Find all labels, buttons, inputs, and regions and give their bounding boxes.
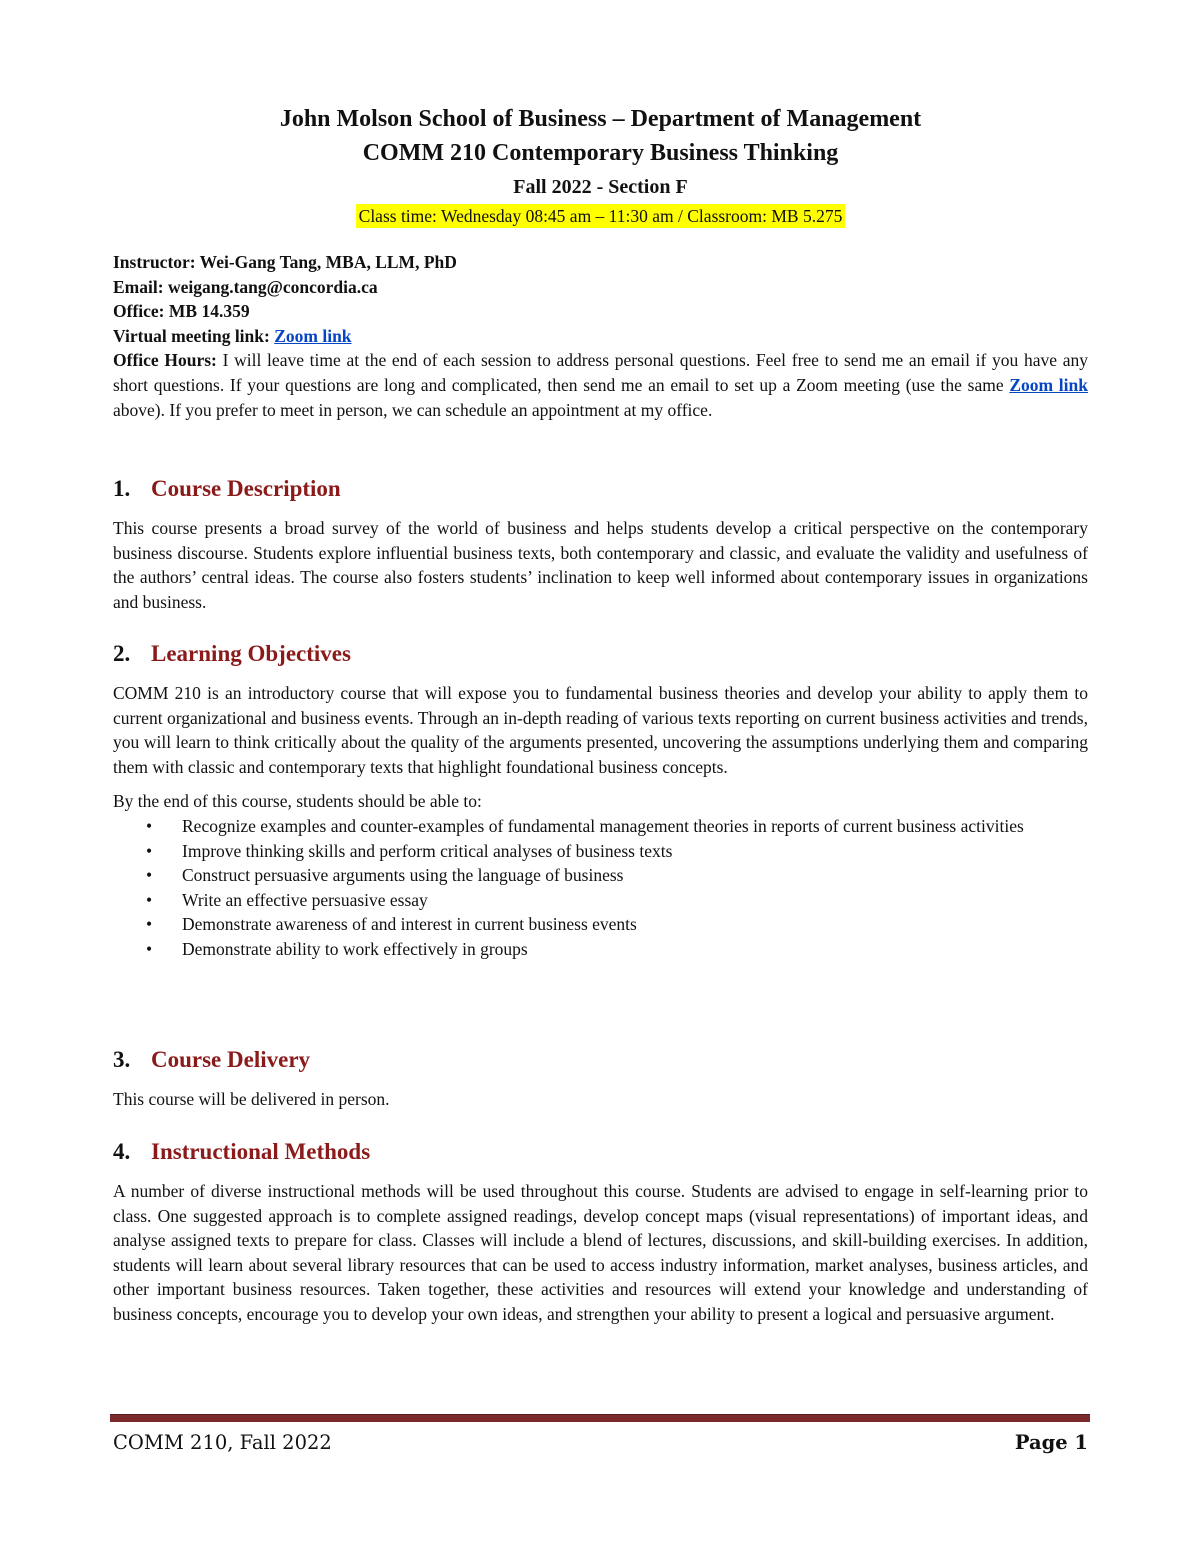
objectives-intro: By the end of this course, students should be able to: xyxy=(113,791,482,812)
section-heading: 2. Learning Objectives xyxy=(113,641,351,666)
term-section: Fall 2022 - Section F xyxy=(513,176,688,198)
section-heading: 1. Course Description xyxy=(113,476,341,501)
section-paragraph: A number of diverse instructional methods will be used throughout this course. Students are advised to engage in self-learning prior to class. One suggested approach is to complete assigned readings, develop concept maps (visual representations) of important ideas, and analyse assigned texts to prepare for class. Classes will include a blend of lectures, discussions, and skill-building exercises. In addition, students will learn about several library resources that can be used to access industry information, market analyses, business articles, and other important business resources. Taken together, these activities and resources will extend your knowledge and understanding of business concepts, encourage you to develop your own ideas, and strengthen your ability to present a logical and persuasive argument. xyxy=(113,1181,1088,1324)
list-item: • Demonstrate ability to work effectively in groups xyxy=(146,938,528,959)
document-header xyxy=(113,102,1088,228)
list-item: • Construct persuasive arguments using the language of business xyxy=(146,865,624,886)
virtual-meeting-line: Virtual meeting link: Zoom link xyxy=(113,325,352,346)
footer-rule xyxy=(110,1414,1090,1422)
section-heading: 3. Course Delivery xyxy=(113,1047,311,1072)
section-paragraph: COMM 210 is an introductory course that will expose you to fundamental business theories and develop your ability to apply them to current organizational and business events. Through an in-depth reading of various texts reporting on current business activities and trends, you will learn to think critically about the quality of the arguments presented, uncovering the assumptions underlying them and comparing them with classic and contemporary texts that highlight foundational business concepts. xyxy=(113,683,1088,777)
office-hours: Office Hours: I will leave time at the end of each session to address personal questions. Feel free to send me an email if you have any short questions. If your questions are long and complicated, then send me an email to set up a Zoom meeting (use the same Zoom link above). If you prefer to meet in person, we can schedule an appointment at my office. xyxy=(113,350,1089,420)
email-value: weigang.tang@concordia.ca xyxy=(167,276,378,297)
list-item: • Write an effective persuasive essay xyxy=(146,889,428,910)
list-item: • Recognize examples and counter-examples of fundamental management theories in reports of current business activities xyxy=(146,815,1024,836)
zoom-link[interactable]: Zoom link xyxy=(274,325,352,346)
footer-course: COMM 210, Fall 2022 xyxy=(113,1431,332,1454)
list-item: • Improve thinking skills and perform critical analyses of business texts xyxy=(146,840,673,861)
instructor-info xyxy=(113,250,1088,422)
class-time-highlight: Class time: Wednesday 08:45 am – 11:30 am / Classroom: MB 5.275 xyxy=(356,204,846,228)
instructor-line: Instructor: Wei-Gang Tang, MBA, LLM, PhD xyxy=(113,252,457,272)
section-instructional-methods xyxy=(113,1137,1088,1337)
office-line: Office: MB 14.359 xyxy=(113,301,250,322)
zoom-link-inline[interactable]: Zoom link xyxy=(1009,374,1088,395)
section-heading: 4. Instructional Methods xyxy=(113,1139,371,1164)
section-learning-objectives xyxy=(113,639,1088,962)
office-value: MB 14.359 xyxy=(168,301,250,322)
list-item: • Demonstrate awareness of and interest in current business events xyxy=(146,914,637,935)
section-course-delivery xyxy=(113,1045,1088,1122)
section-paragraph: This course will be delivered in person. xyxy=(113,1089,390,1109)
syllabus-page xyxy=(113,0,1088,1553)
school-title: John Molson School of Business – Department of Management xyxy=(279,106,922,132)
section-course-description xyxy=(113,474,1088,624)
email-line: Email: weigang.tang@concordia.ca xyxy=(113,276,378,297)
section-paragraph: This course presents a broad survey of the world of business and helps students develop a critical perspective on the contemporary business discourse. Students explore influential business texts, both contemporary and classic, and evaluate the validity and usefulness of the authors’ central ideas. The course also fosters students’ inclination to keep well informed about contemporary issues in organizations and business. xyxy=(113,518,1088,612)
course-title: COMM 210 Contemporary Business Thinking xyxy=(362,140,839,166)
page-number: Page 1 xyxy=(1014,1431,1088,1454)
objectives-list xyxy=(113,814,1088,962)
